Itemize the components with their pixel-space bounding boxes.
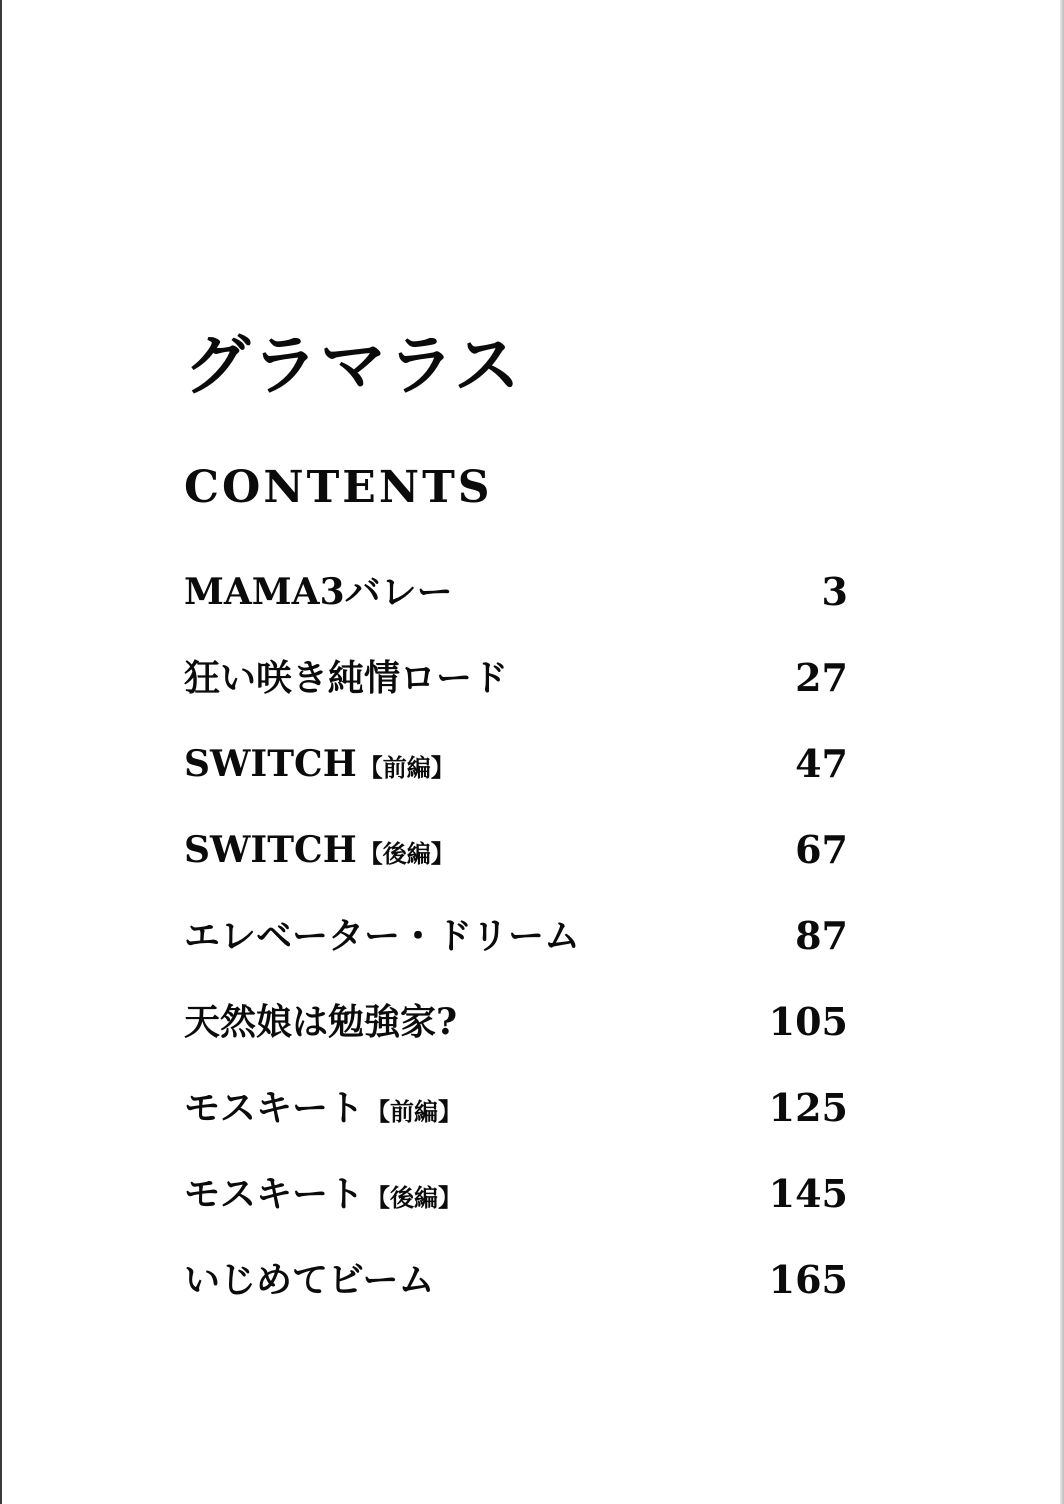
toc-entry-part: 【後編】	[358, 839, 455, 868]
toc-entry-page: 67	[795, 827, 848, 872]
toc-entry-title: モスキート【後編】	[184, 1173, 463, 1215]
book-title: グラマラス	[184, 326, 523, 404]
toc-entry[interactable]	[184, 818, 848, 904]
toc-entry-page: 105	[768, 999, 848, 1044]
toc-entry-title: SWITCH【後編】	[184, 829, 455, 871]
toc-entry[interactable]	[184, 646, 848, 732]
toc-entry-page: 27	[795, 655, 848, 700]
toc-entry[interactable]	[184, 904, 848, 990]
toc-entry[interactable]	[184, 990, 848, 1076]
toc-entry-page: 87	[795, 913, 848, 958]
toc-entry-title: 天然娘は勉強家?	[184, 1001, 458, 1043]
toc-entry-title: SWITCH【前編】	[184, 743, 455, 785]
page-edge-right	[1060, 0, 1064, 1504]
toc-entry-title: いじめてビーム	[184, 1259, 435, 1301]
toc-entry-part: 【前編】	[358, 753, 455, 782]
toc-entry-page: 145	[768, 1171, 848, 1216]
toc-entry[interactable]	[184, 732, 848, 818]
toc-entry-title: エレベーター・ドリーム	[184, 915, 581, 957]
toc-entry[interactable]	[184, 1076, 848, 1162]
page-edge-left	[0, 0, 2, 1504]
toc-entry-part: 【前編】	[366, 1097, 463, 1126]
toc-entry[interactable]	[184, 1248, 848, 1334]
toc-entry-page: 165	[768, 1257, 848, 1302]
table-of-contents	[184, 560, 848, 1334]
toc-entry-title: 狂い咲き純情ロード	[184, 657, 509, 699]
toc-entry-part: 【後編】	[366, 1183, 463, 1212]
toc-entry-title: MAMA3バレー	[184, 571, 453, 613]
toc-entry[interactable]	[184, 560, 848, 646]
toc-entry-page: 3	[821, 569, 848, 614]
contents-heading: CONTENTS	[184, 462, 493, 513]
toc-entry-page: 125	[768, 1085, 848, 1130]
toc-entry[interactable]	[184, 1162, 848, 1248]
toc-entry-title: モスキート【前編】	[184, 1087, 463, 1129]
toc-entry-page: 47	[795, 741, 848, 786]
